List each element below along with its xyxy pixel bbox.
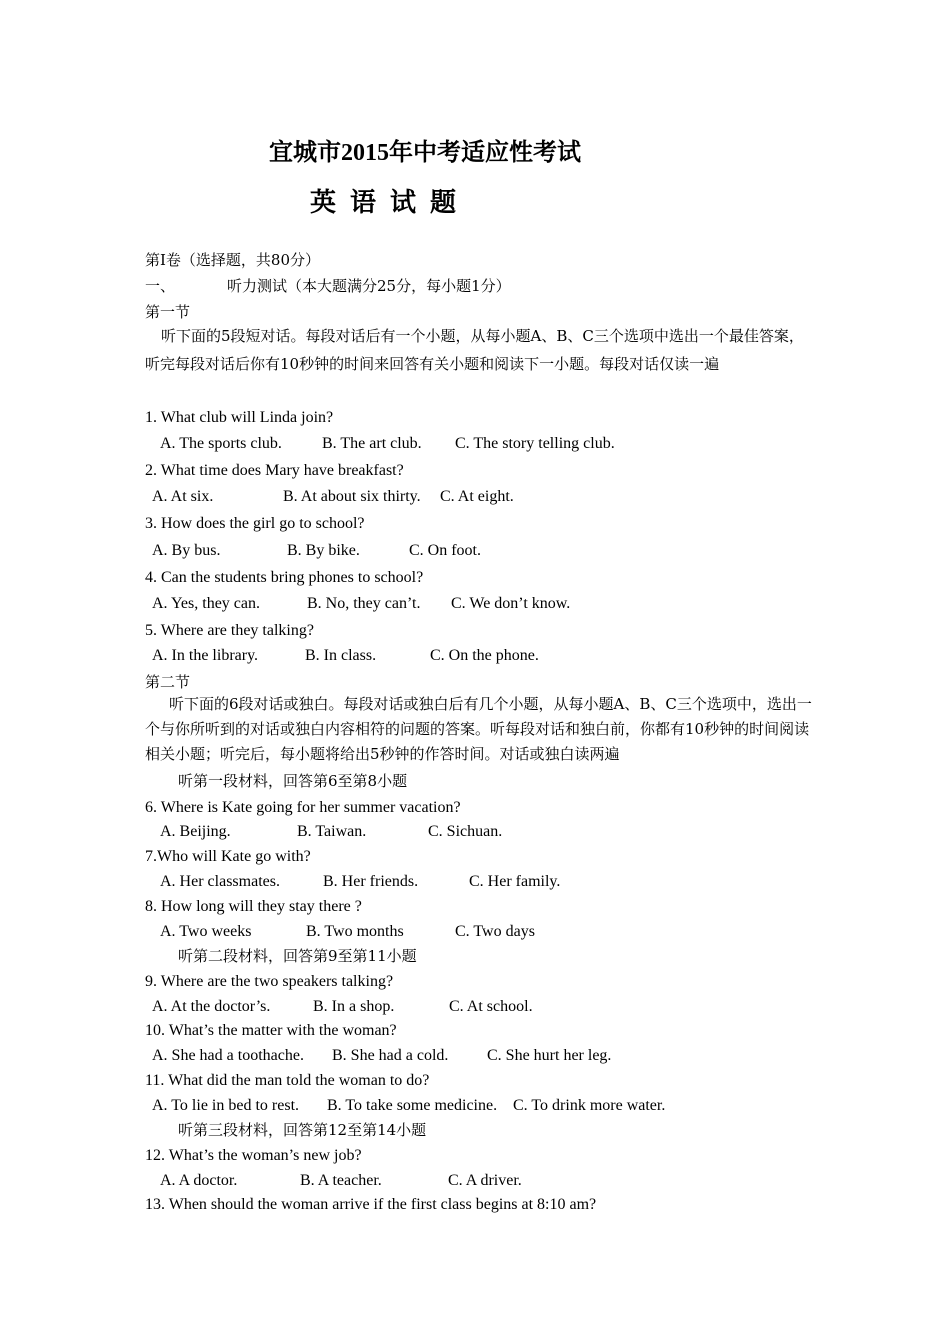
q12-option-b: B. A teacher. bbox=[300, 1172, 382, 1189]
material-3-note: 听第三段材料，回答第12至第14小题 bbox=[178, 1121, 427, 1139]
question-3: 3. How does the girl go to school? bbox=[145, 515, 365, 532]
question-2: 2. What time does Mary have breakfast? bbox=[145, 462, 404, 479]
q7-option-c: C. Her family. bbox=[469, 873, 561, 890]
material-2-note: 听第二段材料，回答第9至第11小题 bbox=[178, 947, 417, 965]
q1-option-b: B. The art club. bbox=[322, 435, 422, 452]
q5-option-a: A. In the library. bbox=[152, 647, 259, 664]
question-1: 1. What club will Linda join? bbox=[145, 409, 334, 426]
section2-heading: 第二节 bbox=[145, 673, 191, 691]
q6-option-a: A. Beijing. bbox=[160, 823, 231, 840]
question-10: 10. What’s the matter with the woman? bbox=[145, 1022, 397, 1039]
question-8: 8. How long will they stay there ? bbox=[145, 898, 362, 915]
question-12: 12. What’s the woman’s new job? bbox=[145, 1147, 362, 1164]
q3-option-b: B. By bike. bbox=[287, 542, 360, 559]
q3-option-a: A. By bus. bbox=[152, 542, 221, 559]
q10-option-c: C. She hurt her leg. bbox=[487, 1047, 612, 1064]
question-5: 5. Where are they talking? bbox=[145, 622, 314, 639]
q8-option-b: B. Two months bbox=[306, 923, 404, 940]
q12-option-a: A. A doctor. bbox=[160, 1172, 238, 1189]
question-13: 13. When should the woman arrive if the first class begins at 8:10 am? bbox=[145, 1196, 597, 1213]
question-7: 7.Who will Kate go with? bbox=[145, 848, 311, 865]
q4-option-a: A. Yes, they can. bbox=[152, 595, 260, 612]
q2-option-b: B. At about six thirty. bbox=[283, 488, 421, 505]
exam-subtitle: 英语试题 bbox=[309, 188, 470, 217]
q9-option-c: C. At school. bbox=[449, 998, 533, 1015]
q9-option-a: A. At the doctor’s. bbox=[152, 998, 271, 1015]
q6-option-b: B. Taiwan. bbox=[297, 823, 367, 840]
section1-heading: 第一节 bbox=[145, 303, 191, 321]
section1-instructions: 听下面的5段短对话。每段对话后有一个小题，从每小题A、B、C三个选项中选出一个最佳答案，听完每段对话后你有10秒钟的时间来回答有关小题和阅读下一小题。每段对话仅读一遍 bbox=[145, 327, 804, 373]
q7-option-b: B. Her friends. bbox=[323, 873, 419, 890]
q10-option-b: B. She had a cold. bbox=[332, 1047, 449, 1064]
q1-option-a: A. The sports club. bbox=[160, 435, 282, 452]
q12-option-c: C. A driver. bbox=[448, 1172, 522, 1189]
material-1-note: 听第一段材料，回答第6至第8小题 bbox=[178, 772, 408, 790]
section2-instructions: 听下面的6段对话或独白。每段对话或独白后有几个小题，从每小题A、B、C三个选项中，选出一个与你所听到的对话或独白内容相符的问题的答案。听每段对话和独白前，你都有10秒钟的时间阅读相关小题；听完后，每小题将给出5秒钟的作答时间。对话或独白读两遍 bbox=[145, 695, 812, 763]
question-6: 6. Where is Kate going for her summer vacation? bbox=[145, 799, 461, 816]
q11-option-c: C. To drink more water. bbox=[513, 1097, 666, 1114]
part1-number: 一、 bbox=[145, 277, 176, 295]
q1-option-c: C. The story telling club. bbox=[455, 435, 615, 452]
q5-option-c: C. On the phone. bbox=[430, 647, 539, 664]
question-11: 11. What did the man told the woman to do? bbox=[145, 1072, 430, 1089]
question-4: 4. Can the students bring phones to school? bbox=[145, 569, 424, 586]
q4-option-b: B. No, they can’t. bbox=[307, 595, 421, 612]
q6-option-c: C. Sichuan. bbox=[428, 823, 503, 840]
q4-option-c: C. We don’t know. bbox=[451, 595, 571, 612]
q7-option-a: A. Her classmates. bbox=[160, 873, 280, 890]
q8-option-a: A. Two weeks bbox=[160, 923, 252, 940]
exam-title: 宜城市2015年中考适应性考试 bbox=[269, 140, 581, 166]
q2-option-c: C. At eight. bbox=[440, 488, 514, 505]
part1-label: 听力测试（本大题满分25分，每小题1分） bbox=[227, 277, 511, 295]
volume-heading: 第Ⅰ卷（选择题，共80分） bbox=[145, 251, 321, 269]
q11-option-b: B. To take some medicine. bbox=[327, 1097, 498, 1114]
q5-option-b: B. In class. bbox=[305, 647, 377, 664]
q11-option-a: A. To lie in bed to rest. bbox=[152, 1097, 300, 1114]
q8-option-c: C. Two days bbox=[455, 923, 535, 940]
part1-heading bbox=[145, 276, 511, 296]
question-9: 9. Where are the two speakers talking? bbox=[145, 973, 394, 990]
q3-option-c: C. On foot. bbox=[409, 542, 481, 559]
q2-option-a: A. At six. bbox=[152, 488, 214, 505]
q10-option-a: A. She had a toothache. bbox=[152, 1047, 304, 1064]
q9-option-b: B. In a shop. bbox=[313, 998, 395, 1015]
